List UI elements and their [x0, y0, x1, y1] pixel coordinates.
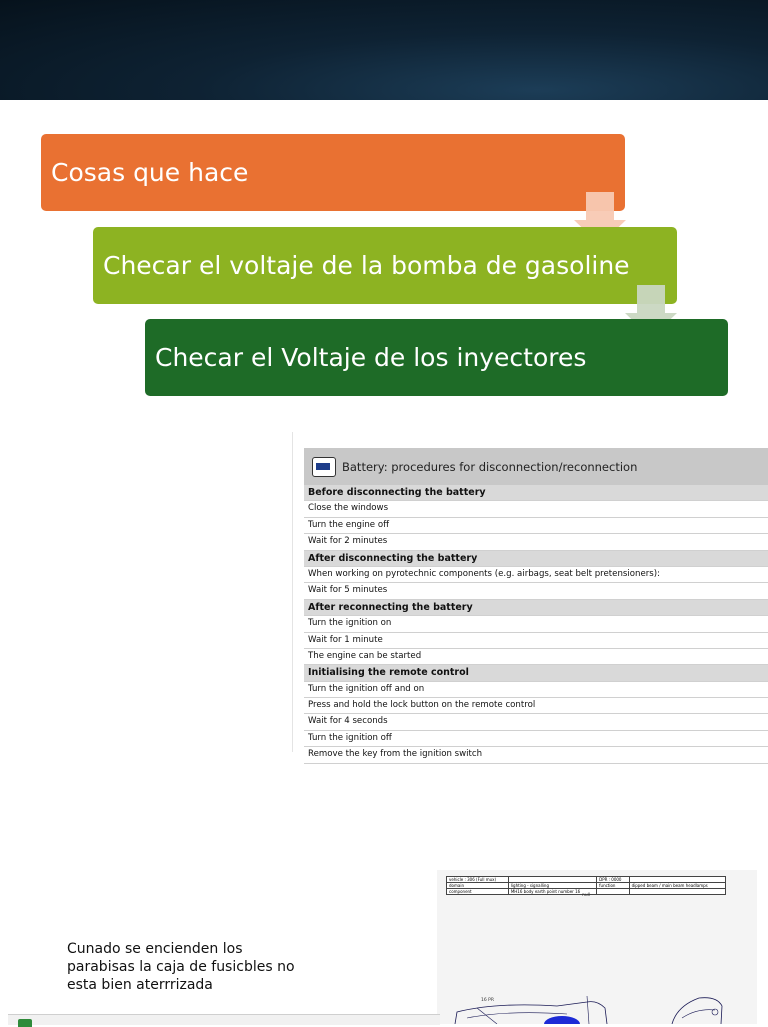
process-step-1-label: Cosas que hace — [51, 158, 249, 187]
battery-step-row: Wait for 4 seconds — [304, 714, 768, 730]
diagram-table-cell: component — [447, 889, 509, 895]
diagram-table-cell: MH16 body earth point number 16 — [508, 889, 596, 895]
bottom-embedded-frame — [8, 1014, 440, 1025]
battery-section-header: Before disconnecting the battery — [304, 485, 768, 501]
diagram-under-label: null — [582, 893, 591, 898]
process-step-1 — [41, 134, 625, 211]
battery-step-row: Remove the key from the ignition switch — [304, 747, 768, 763]
battery-step-row: When working on pyrotechnic components (e.g. airbags, seat belt pretensioners): — [304, 567, 768, 583]
battery-step-row: Close the windows — [304, 501, 768, 517]
spreadsheet-icon — [18, 1019, 32, 1027]
process-step-2-label: Checar el voltaje de la bomba de gasoline — [103, 251, 630, 280]
battery-section-header: After reconnecting the battery — [304, 600, 768, 616]
diagram-table-cell: vehicle : 306 (Full mux) — [447, 877, 509, 883]
diagram-table-cell — [629, 889, 725, 895]
diagram-table-cell: lighting - signalling — [508, 883, 596, 889]
diagram-table-cell: DPR : 0000 — [597, 877, 629, 883]
process-step-3 — [145, 319, 728, 396]
wiring-diagram-image — [437, 870, 757, 1024]
diagram-table-cell: dipped beam / main beam headlamps — [629, 883, 725, 889]
note-text: Cunado se encienden los parabisas la caja de fusicbles no esta bien aterrrizada — [67, 941, 295, 993]
diagram-table-cell — [597, 889, 629, 895]
battery-procedure-title: Battery: procedures for disconnection/reconnection — [304, 448, 768, 485]
battery-procedure-image — [292, 432, 768, 760]
battery-icon — [312, 457, 336, 477]
header-band — [0, 0, 768, 100]
battery-step-row: The engine can be started — [304, 649, 768, 665]
battery-step-row: Turn the ignition off and on — [304, 682, 768, 698]
process-step-3-label: Checar el Voltaje de los inyectores — [155, 343, 587, 372]
diagram-table-cell: function — [597, 883, 629, 889]
battery-step-row: Wait for 2 minutes — [304, 534, 768, 550]
battery-step-row: Press and hold the lock button on the remote control — [304, 698, 768, 714]
battery-step-row: Wait for 1 minute — [304, 633, 768, 649]
battery-section-header: After disconnecting the battery — [304, 551, 768, 567]
battery-procedure-rows — [304, 485, 768, 764]
battery-step-row: Turn the ignition on — [304, 616, 768, 632]
process-step-2 — [93, 227, 677, 304]
battery-step-row: Turn the engine off — [304, 518, 768, 534]
battery-step-row: Turn the ignition off — [304, 731, 768, 747]
diagram-table-cell: domain — [447, 883, 509, 889]
car-wiring-sketch — [437, 988, 757, 1024]
diagram-part-label: 16 PR — [481, 998, 494, 1003]
battery-section-header: Initialising the remote control — [304, 665, 768, 681]
battery-procedure-table — [304, 448, 768, 764]
battery-step-row: Wait for 5 minutes — [304, 583, 768, 599]
